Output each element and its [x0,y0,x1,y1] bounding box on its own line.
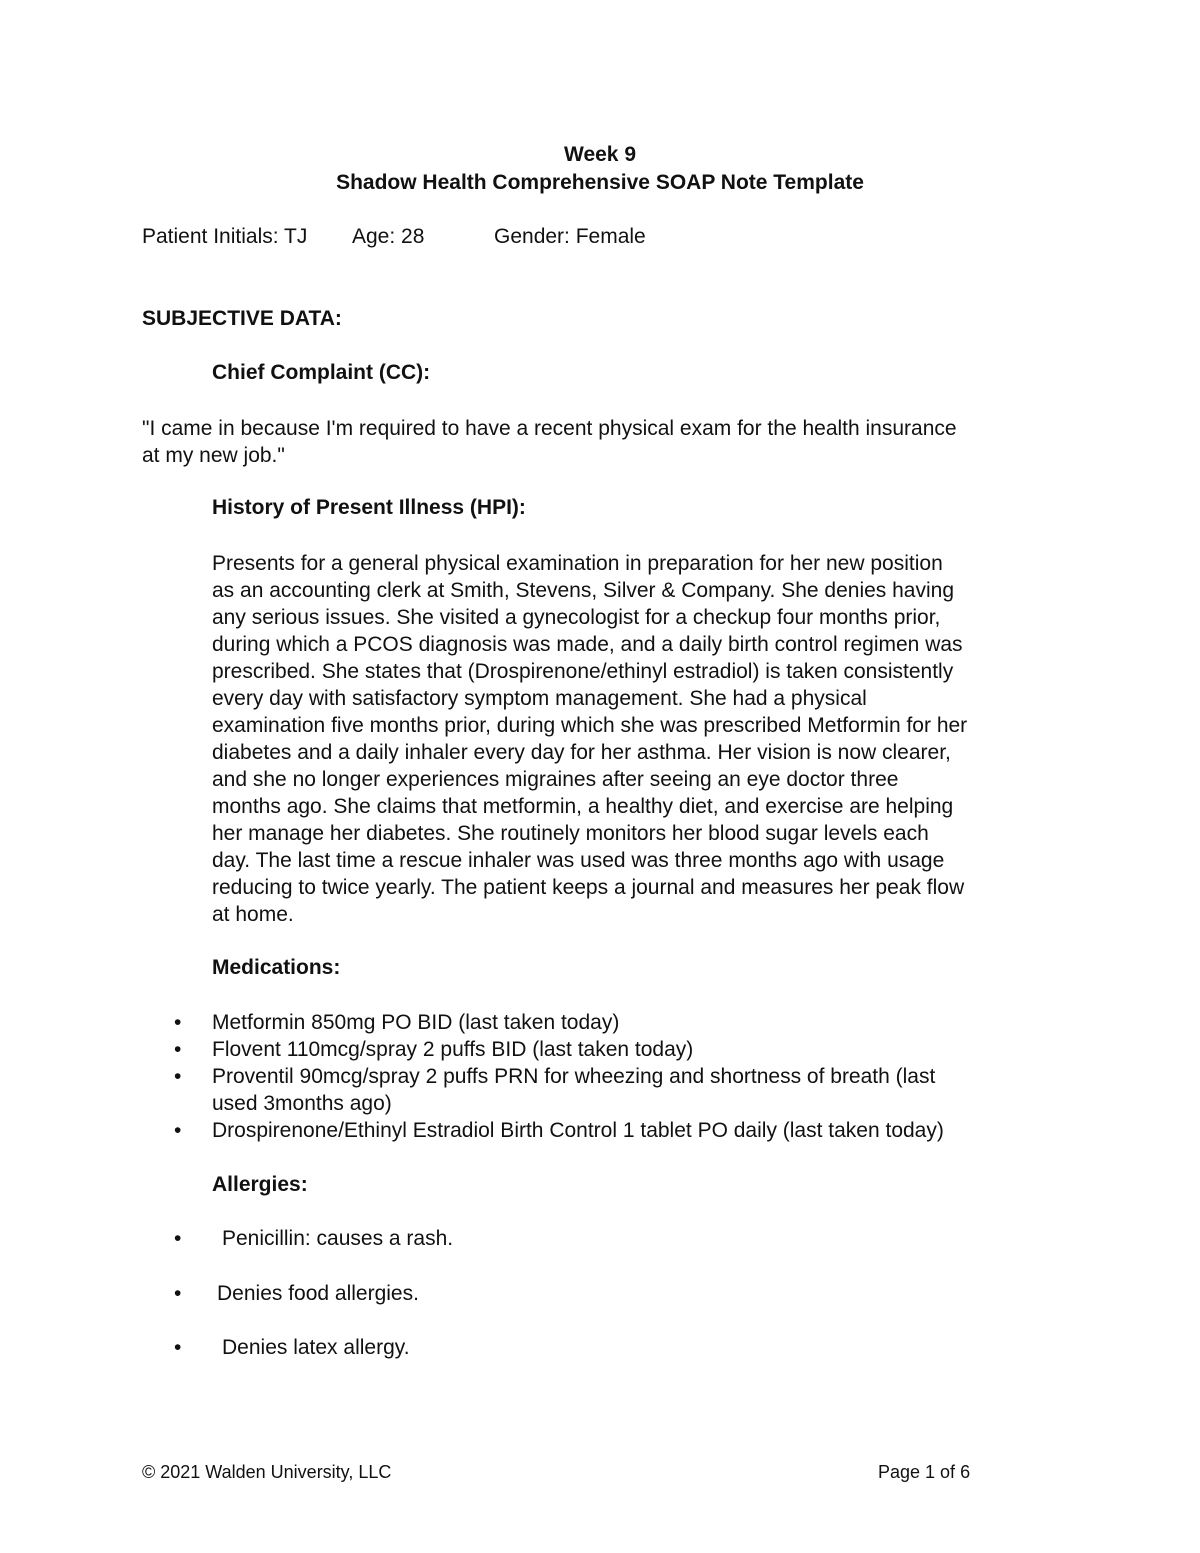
allergy-item: Denies food allergies. [217,1282,419,1305]
cc-line: "I came in because I'm required to have a recent physical exam for the health insurance [142,417,957,440]
patient-gender: Gender: Female [494,225,646,248]
allergy-item: Denies latex allergy. [222,1336,410,1359]
chief-complaint-text [142,415,957,469]
hpi-line: diabetes and a daily inhaler every day for her asthma. Her vision is now clearer, [212,741,951,764]
medication-item: Drospirenone/Ethinyl Estradiol Birth Control 1 tablet PO daily (last taken today) [212,1119,944,1142]
bullet-icon: • [174,1282,182,1305]
medication-item: Flovent 110mcg/spray 2 puffs BID (last taken today) [212,1038,694,1061]
allergies-heading: Allergies: [212,1173,308,1196]
subjective-heading: SUBJECTIVE DATA: [142,307,342,330]
cc-line: at my new job." [142,444,285,467]
hpi-line: prescribed. She states that (Drospirenone/ethinyl estradiol) is taken consistently [212,660,954,683]
hpi-line: her manage her diabetes. She routinely monitors her blood sugar levels each [212,822,929,845]
bullet-icon: • [174,1336,182,1359]
bullet-icon: • [174,1119,182,1142]
hpi-line: day. The last time a rescue inhaler was used was three months ago with usage [212,849,945,872]
document-title: Shadow Health Comprehensive SOAP Note Template [336,171,864,194]
hpi-line: examination five months prior, during which she was prescribed Metformin for her [212,714,968,737]
week-heading: Week 9 [564,143,636,166]
hpi-line: months ago. She claims that metformin, a healthy diet, and exercise are helping [212,795,954,818]
hpi-line: and she no longer experiences migraines after seeing an eye doctor three [212,768,899,791]
hpi-line: during which a PCOS diagnosis was made, and a daily birth control regimen was [212,633,963,656]
footer-page-number: Page 1 of 6 [878,1462,971,1482]
medications-heading: Medications: [212,956,341,979]
patient-initials: Patient Initials: TJ [142,225,308,248]
chief-complaint-heading: Chief Complaint (CC): [212,361,431,384]
hpi-heading: History of Present Illness (HPI): [212,496,526,519]
bullet-icon: • [174,1227,182,1250]
hpi-line: any serious issues. She visited a gynecologist for a checkup four months prior, [212,606,941,629]
bullet-icon: • [174,1011,182,1034]
medication-item: Metformin 850mg PO BID (last taken today) [212,1011,620,1034]
hpi-line: at home. [212,903,294,926]
allergy-item: Penicillin: causes a rash. [222,1227,454,1250]
patient-age: Age: 28 [352,225,425,248]
hpi-line: as an accounting clerk at Smith, Stevens, Silver & Company. She denies having [212,579,955,602]
bullet-icon: • [174,1065,182,1088]
hpi-line: Presents for a general physical examination in preparation for her new position [212,552,943,575]
medication-item-continued: used 3months ago) [212,1092,392,1115]
footer-copyright: © 2021 Walden University, LLC [142,1462,392,1482]
hpi-line: reducing to twice yearly. The patient keeps a journal and measures her peak flow [212,876,965,899]
hpi-line: every day with satisfactory symptom management. She had a physical [212,687,867,710]
bullet-icon: • [174,1038,182,1061]
medication-item: Proventil 90mcg/spray 2 puffs PRN for wheezing and shortness of breath (last [212,1065,936,1088]
hpi-text [212,550,967,928]
